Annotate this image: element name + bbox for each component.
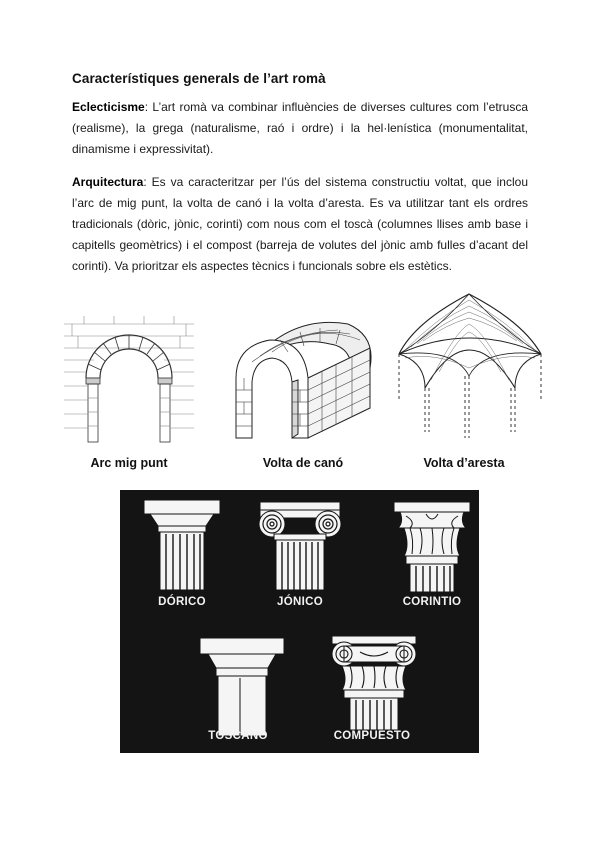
eclecticism-text: : L’art romà va combinar influències de diverses cultures com l’etrusca (realisme), la grega (naturalisme, raó i ordre) i la hel·lenística (monumentalitat, dinamisme i expressivitat). bbox=[72, 100, 528, 156]
composite-capital-illustration bbox=[326, 634, 422, 730]
label-composite: COMPUESTO bbox=[333, 730, 411, 742]
label-doric: DÓRICO bbox=[158, 596, 206, 608]
caption-groin-vault: Volta d’aresta bbox=[423, 456, 505, 470]
label-corinthian: CORINTIO bbox=[402, 596, 462, 608]
page-title: Característiques generals de l’art romà bbox=[72, 71, 326, 86]
eclecticism-term: Eclecticisme bbox=[72, 100, 145, 114]
ionic-capital-illustration bbox=[256, 500, 344, 590]
caption-barrel-vault: Volta de canó bbox=[262, 456, 344, 470]
round-arch-illustration bbox=[64, 316, 194, 444]
corinthian-capital-illustration bbox=[390, 500, 474, 592]
architecture-term: Arquitectura bbox=[72, 175, 144, 189]
caption-round-arch: Arc mig punt bbox=[90, 456, 168, 470]
barrel-vault-illustration bbox=[230, 318, 380, 442]
eclecticism-paragraph bbox=[72, 97, 528, 160]
doric-capital-illustration bbox=[140, 498, 224, 590]
architecture-paragraph bbox=[72, 172, 528, 277]
tuscan-capital-illustration bbox=[196, 636, 288, 736]
label-ionic: JÓNICO bbox=[277, 596, 323, 608]
label-tuscan: TOSCANO bbox=[208, 730, 268, 742]
groin-vault-illustration bbox=[395, 292, 545, 440]
architecture-text: : Es va caracteritzar per l’ús del sistema constructiu voltat, que inclou l’arc de mig punt, la volta de canó i la volta d’aresta. Es va utilitzar tant els ordres tradicionals (dòric, jònic, corinti) com nous com el toscà (columnes llises amb base i capitells geomètrics) i el compost (barreja de volutes del jònic amb fulles d’acant del corinti). Va prioritzar els aspectes tècnics i funcionals sobre els estètics. bbox=[72, 175, 528, 273]
classical-orders-panel bbox=[120, 490, 479, 753]
